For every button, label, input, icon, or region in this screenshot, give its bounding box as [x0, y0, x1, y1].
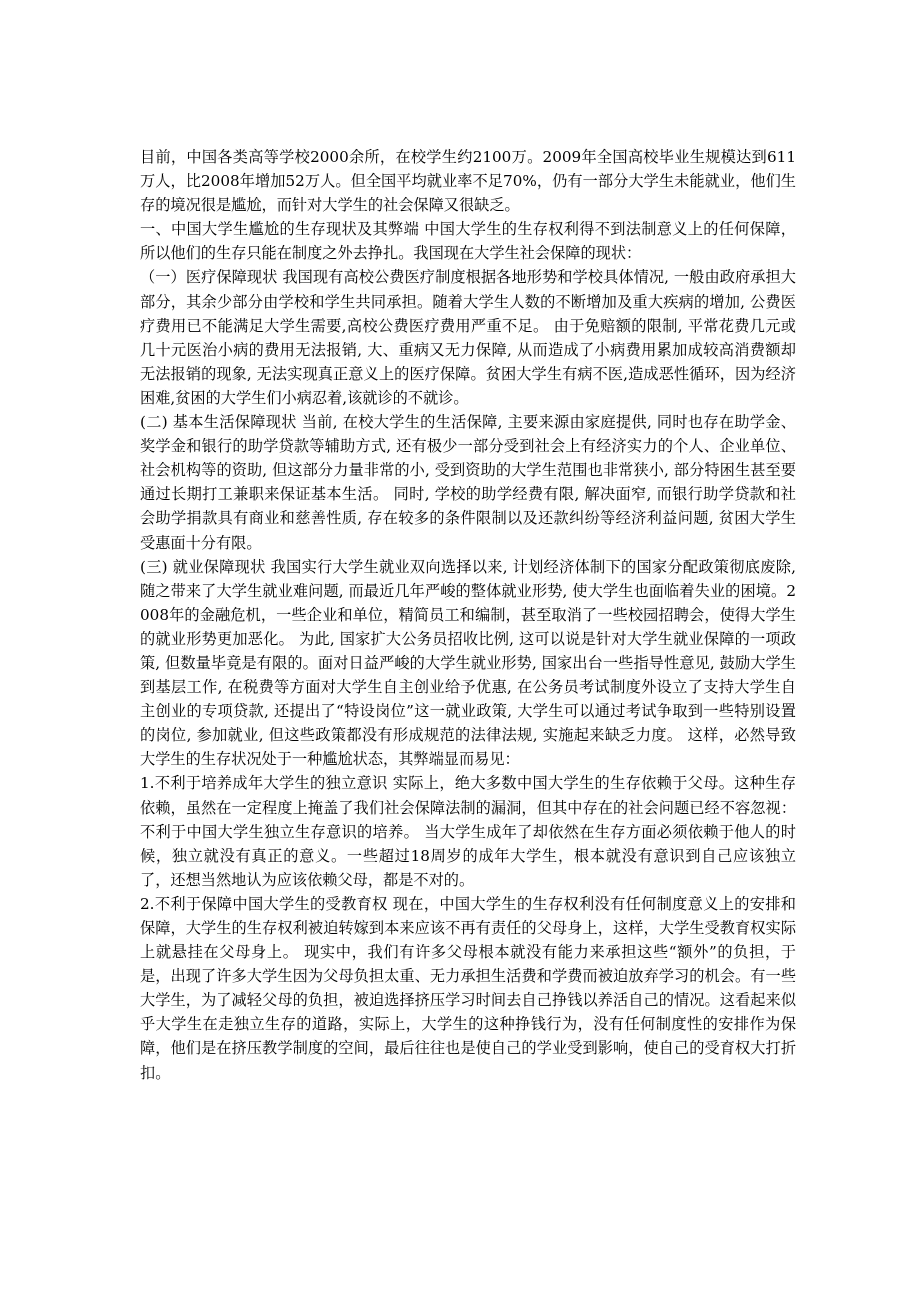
paragraph-point-1: 1.不利于培养成年大学生的独立意识 实际上，绝大多数中国大学生的生存依赖于父母。这种生存依赖，虽然在一定程度上掩盖了我们社会保障法制的漏洞，但其中存在的社会问题已经不容忽视：不利于中国大学生独立生存意识的培养。 当大学生成年了却依然在生存方面必须依赖于他人的时候，独立就没有真正的意义。一些超过18周岁的成年大学生，根本就没有意识到自己应该独立了，还想当然地认为应该依赖父母，都是不对的。: [140, 774, 796, 889]
paragraph-point-2: 2.不利于保障中国大学生的受教育权 现在，中国大学生的生存权利没有任何制度意义上的安排和保障，大学生的生存权利被迫转嫁到本来应该不再有责任的父母身上，这样，大学生受教育权实际上就悬挂在父母身上。 现实中，我们有许多父母根本就没有能力来承担这些“额外”的负担，于是，出现了许多大学生因为父母负担太重、无力承担生活费和学费而被迫放弃学习的机会。有一些大学生，为了减轻父母的负担，被迫选择挤压学习时间去自己挣钱以养活自己的情况。这看起来似乎大学生在走独立生存的道路，实际上，大学生的这种挣钱行为，没有任何制度性的安排作为保障，他们是在挤压教学制度的空间，最后往往也是使自己的学业受到影响，使自己的受育权大打折扣。: [140, 894, 796, 1082]
paragraph-employment-security: (三) 就业保障现状 我国实行大学生就业双向选择以来, 计划经济体制下的国家分配政策彻底废除, 随之带来了大学生就业难问题, 而最近几年严峻的整体就业形势, 使大学生也面临着失业的困境。2008年的金融危机，一些企业和单位，精简员工和编制，甚至取消了一些校园招聘会，使得大学生的就业形势更加恶化。 为此, 国家扩大公务员招收比例, 这可以说是针对大学生就业保障的一项政策, 但数量毕竟是有限的。面对日益严峻的大学生就业形势, 国家出台一些指导性意见, 鼓励大学生到基层工作, 在税费等方面对大学生自主创业给予优惠, 在公务员考试制度外设立了支持大学生自主创业的专项贷款, 还提出了“特设岗位”这一就业政策, 大学生可以通过考试争取到一些特别设置的岗位, 参加就业, 但这些政策都没有形成规范的法律法规, 实施起来缺乏力度。 这样，必然导致大学生的生存状况处于一种尴尬状态，其弊端显而易见：: [140, 557, 796, 769]
paragraph-section-1: 一、中国大学生尴尬的生存现状及其弊端 中国大学生的生存权利得不到法制意义上的任何保障，所以他们的生存只能在制度之外去挣扎。我国现在大学生社会保障的现状：: [140, 220, 796, 263]
document-body: [140, 145, 796, 1085]
paragraph-medical-security: （一）医疗保障现状 我国现有高校公费医疗制度根据各地形势和学校具体情况, 一般由政府承担大部分，其余少部分由学校和学生共同承担。随着大学生人数的不断增加及重大疾病的增加, 公费医疗费用已不能满足大学生需要,高校公费医疗费用严重不足。 由于免赔额的限制, 平常花费几元或几十元医治小病的费用无法报销, 大、重病又无力保障, 从而造成了小病费用累加成较高消费额却无法报销的现象, 无法实现真正意义上的医疗保障。贫困大学生有病不医,造成恶性循环，因为经济困难,贫困的大学生们小病忍着,该就诊的不就诊。: [140, 268, 796, 407]
paragraph-basic-living-security: (二) 基本生活保障现状 当前, 在校大学生的生活保障, 主要来源由家庭提供, 同时也存在助学金、奖学金和银行的助学贷款等辅助方式, 还有极少一部分受到社会上有经济实力的个人、企业单位、社会机构等的资助, 但这部分力量非常的小, 受到资助的大学生范围也非常狭小, 部分特困生甚至要通过长期打工兼职来保证基本生活。 同时, 学校的助学经费有限, 解决面窄, 而银行助学贷款和社会助学捐款具有商业和慈善性质, 存在较多的条件限制以及还款纠纷等经济利益问题, 贫困大学生受惠面十分有限。: [140, 413, 796, 552]
paragraph-intro: 目前，中国各类高等学校2000余所，在校学生约2100万。2009年全国高校毕业生规模达到611万人，比2008年增加52万人。但全国平均就业率不足70%，仍有一部分大学生未能就业，他们生存的境况很是尴尬，而针对大学生的社会保障又很缺乏。: [140, 148, 796, 215]
